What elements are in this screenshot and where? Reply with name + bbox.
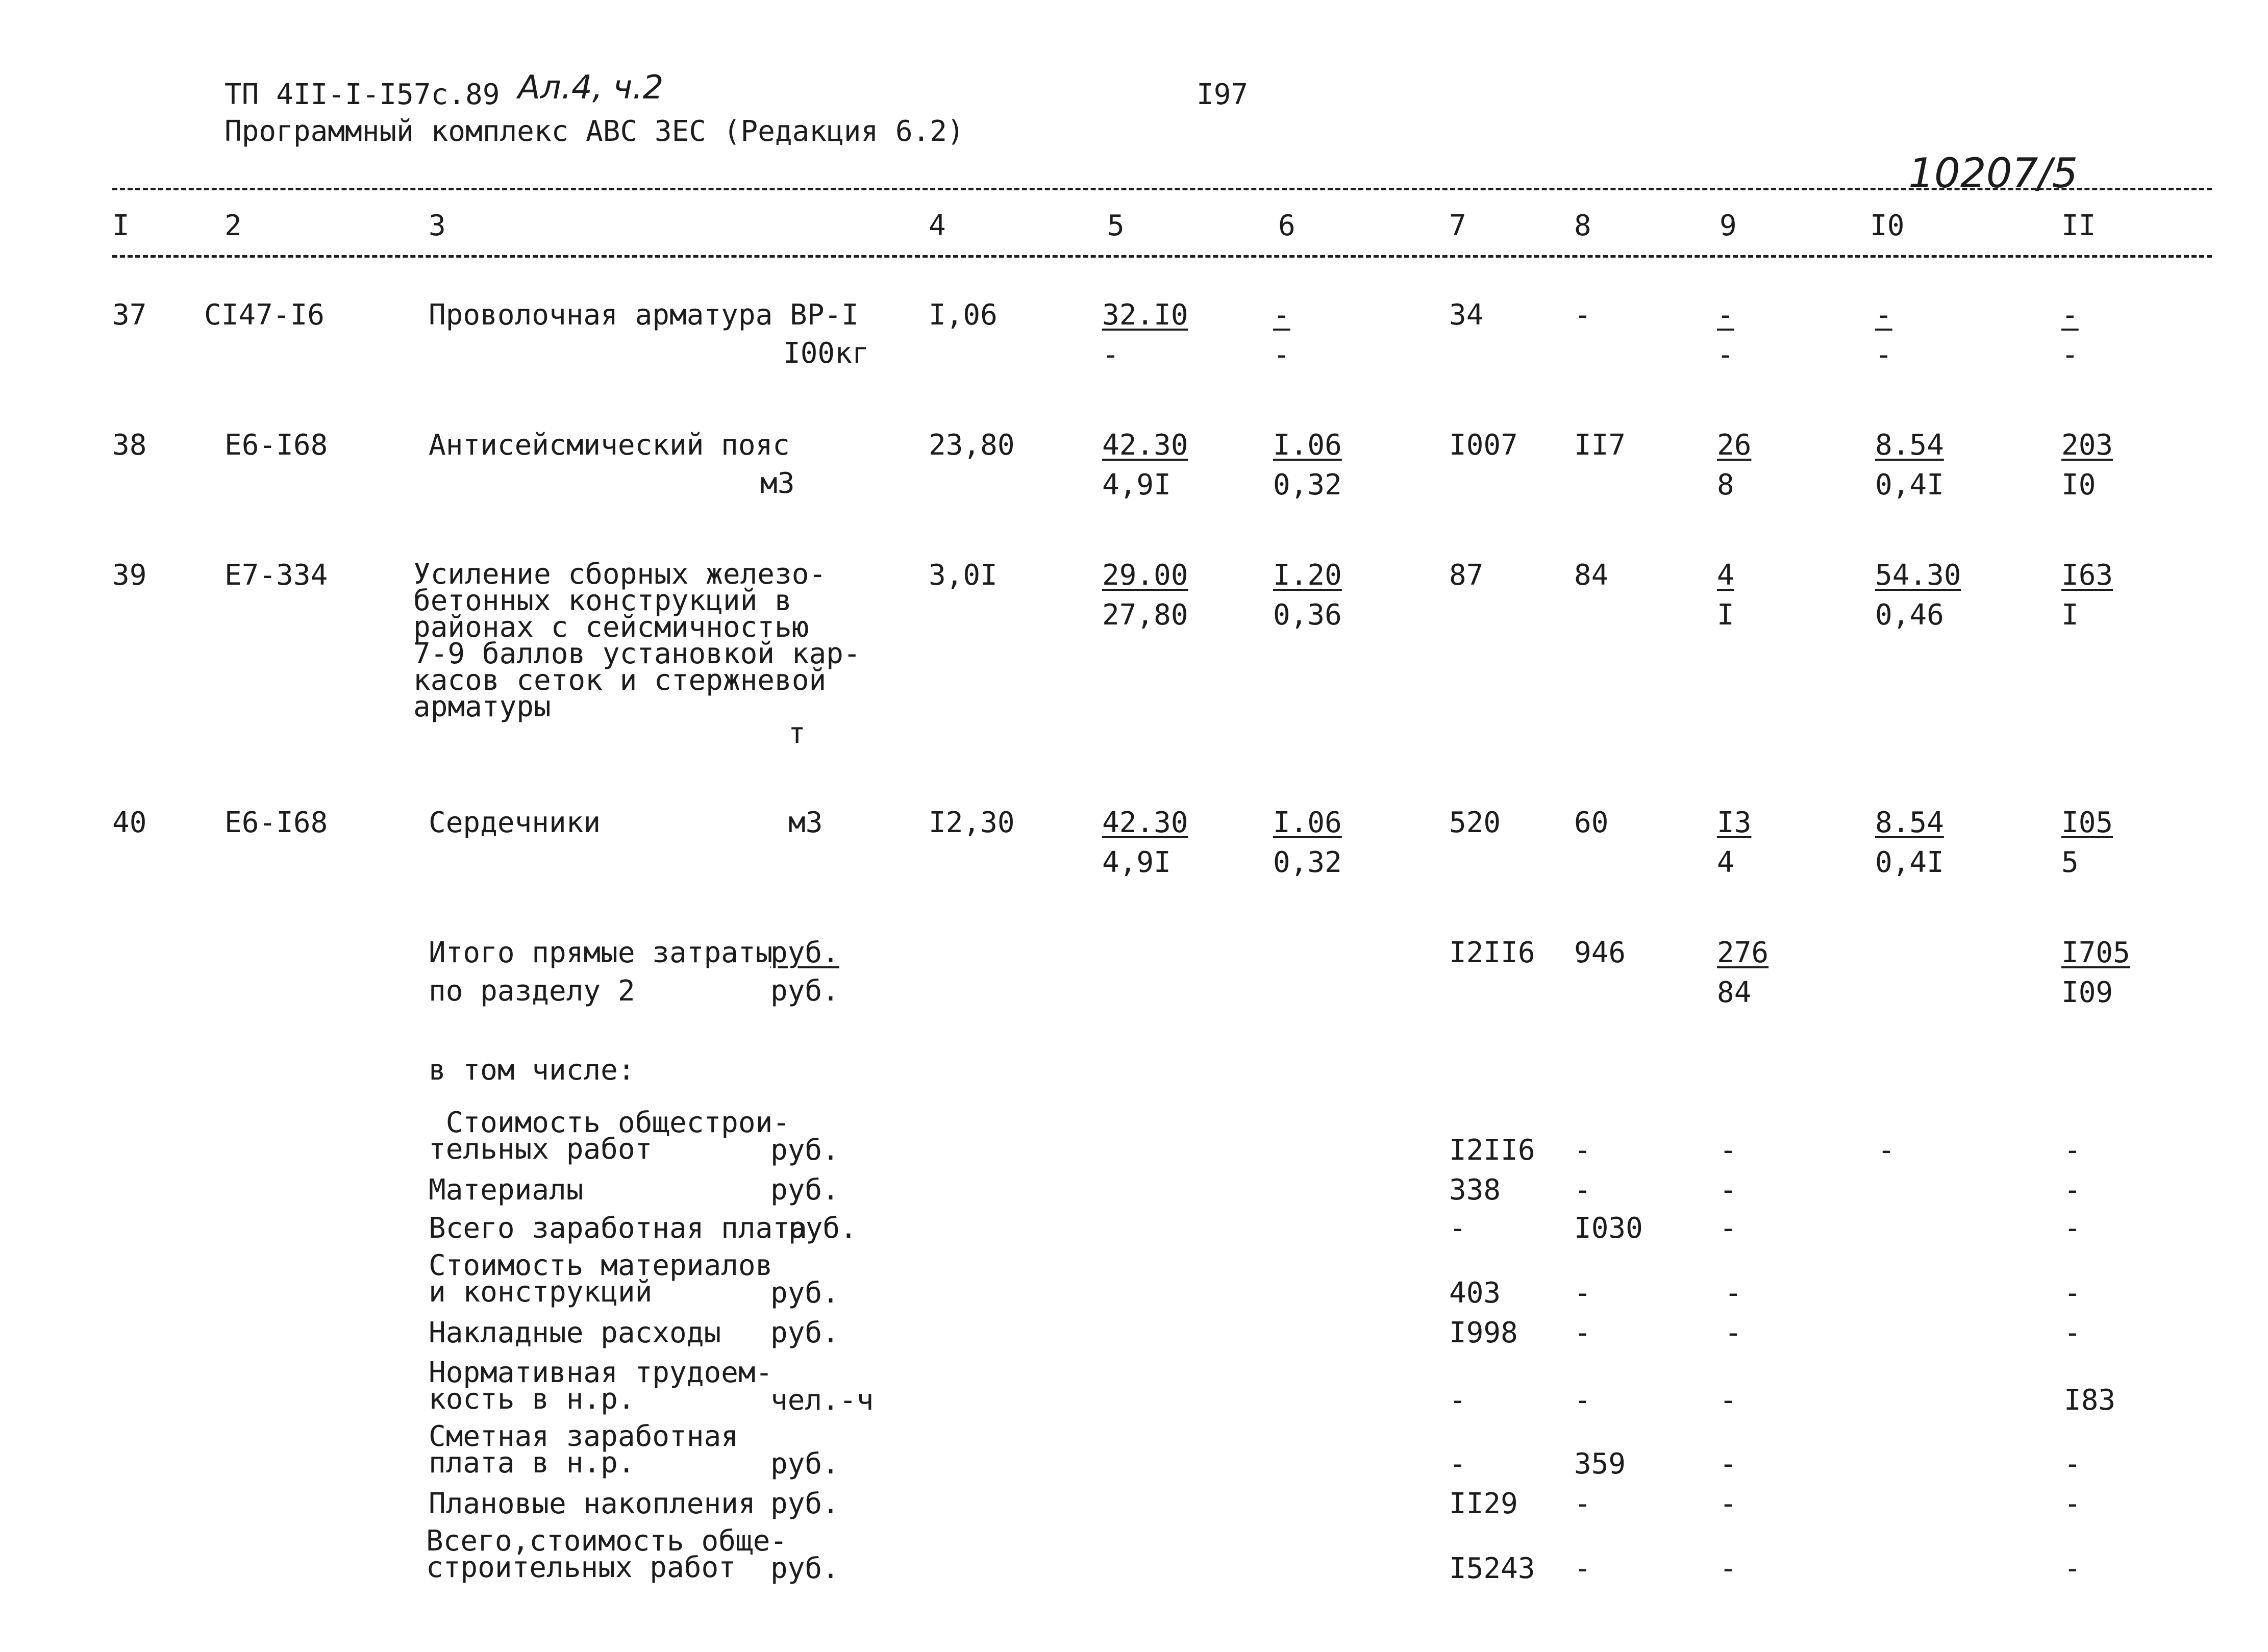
breakdown-col9: - — [1719, 1173, 1737, 1207]
col7-value: 34 — [1449, 298, 1484, 332]
quantity: 3,0I — [929, 559, 998, 592]
unit: м3 — [788, 806, 823, 839]
work-name: Антисейсмический пояс — [429, 429, 790, 462]
total-col9: $\frac{276}{84}$ — [1717, 936, 1769, 1009]
row-number: 39 — [112, 559, 147, 592]
breakdown-col8: - — [1574, 1276, 1591, 1310]
breakdown-unit: руб. — [770, 1552, 839, 1585]
breakdown-label: Плановые накопления — [429, 1487, 756, 1520]
breakdown-col7: 338 — [1449, 1173, 1501, 1207]
quantity: I,06 — [929, 298, 998, 332]
norm-code: Е7-334 — [225, 559, 328, 592]
col11-value: $\frac{203}{I0}$ — [2061, 429, 2113, 502]
col7-value: 520 — [1449, 806, 1501, 839]
column-header: 6 — [1278, 209, 1295, 242]
breakdown-unit: руб. — [770, 1447, 839, 1481]
breakdown-col11: - — [2064, 1316, 2081, 1349]
col6-value: $\frac{I.06}{0,32}$ — [1273, 429, 1342, 502]
total-unit: руб. — [770, 936, 839, 969]
breakdown-col9: - — [1719, 1447, 1737, 1481]
breakdown-label: Нормативная трудоем- кость в н.р. — [429, 1356, 773, 1416]
norm-code: СI47-I6 — [204, 298, 325, 332]
breakdown-label: Стоимость материалов и конструкций — [429, 1249, 773, 1309]
breakdown-col7: I5243 — [1449, 1552, 1535, 1585]
col8-value: - — [1574, 298, 1591, 332]
breakdown-col7: - — [1449, 1384, 1466, 1417]
breakdown-label: Стоимость общестрои- тельных работ — [429, 1106, 790, 1166]
breakdown-col11: - — [2064, 1552, 2081, 1585]
breakdown-col11: - — [2064, 1447, 2081, 1481]
column-header: 2 — [225, 209, 242, 242]
program-title: Программный комплекс АВС 3ЕС (Редакция 6.2) — [225, 115, 964, 148]
column-header: 9 — [1719, 209, 1737, 242]
breakdown-col11: I83 — [2064, 1384, 2116, 1417]
breakdown-unit: руб. — [770, 1134, 839, 1167]
col8-value: 84 — [1574, 559, 1609, 592]
col10-value: - - — [1875, 298, 1892, 371]
col9-value: - - — [1717, 298, 1734, 371]
breakdown-col8: - — [1574, 1384, 1591, 1417]
breakdown-col7: - — [1449, 1212, 1466, 1245]
breakdown-col8: I030 — [1574, 1212, 1643, 1245]
total-col8: 946 — [1574, 936, 1626, 969]
col7-value: I007 — [1449, 429, 1518, 462]
breakdown-col9: - — [1719, 1487, 1737, 1520]
handwritten-archive-number: 10207/5 — [1908, 149, 2078, 197]
table-top-rule — [112, 188, 2212, 190]
column-header: 5 — [1107, 209, 1125, 242]
document-code: ТП 4II-I-I57с.89 — [225, 78, 500, 111]
col11-value: $\frac{I63}{I}$ — [2061, 559, 2113, 632]
breakdown-col9: - — [1719, 1552, 1737, 1585]
breakdown-label: Всего заработная плата — [429, 1212, 807, 1245]
breakdown-col10: - — [1878, 1134, 1895, 1167]
total-label: Итого прямые затраты — [429, 936, 773, 969]
breakdown-unit: руб. — [770, 1487, 839, 1520]
breakdown-col8: - — [1574, 1316, 1591, 1349]
column-header: 3 — [429, 209, 446, 242]
total-label-2: по разделу 2 — [429, 974, 635, 1008]
breakdown-col11: - — [2064, 1487, 2081, 1520]
col6-value: $\frac{I.06}{0,32}$ — [1273, 806, 1342, 879]
breakdown-col11: - — [2064, 1276, 2081, 1310]
breakdown-col8: - — [1574, 1487, 1591, 1520]
breakdown-unit: руб. — [770, 1276, 839, 1310]
row-number: 37 — [112, 298, 147, 332]
breakdown-col7: - — [1449, 1447, 1466, 1481]
table-header-rule — [112, 255, 2212, 258]
work-name: Сердечники — [429, 806, 601, 839]
breakdown-col9: - — [1725, 1276, 1742, 1310]
col10-value: $\frac{8.54}{0,4I}$ — [1875, 806, 1944, 879]
total-col7: I2II6 — [1449, 936, 1535, 969]
breakdown-col9: - — [1719, 1134, 1737, 1167]
work-name: Проволочная арматура ВР-I — [429, 298, 859, 332]
column-header: I — [112, 209, 130, 242]
breakdown-unit: чел.-ч — [770, 1384, 874, 1417]
total-unit-2: руб. — [770, 974, 839, 1008]
col8-value: II7 — [1574, 429, 1626, 462]
unit: I00кг — [783, 337, 869, 370]
col5-value: $\frac{29.00}{27,80}$ — [1102, 559, 1188, 632]
breakdown-unit: руб. — [788, 1212, 857, 1245]
column-header: 4 — [929, 209, 946, 242]
col5-value: $\frac{42.30}{4,9I}$ — [1102, 806, 1188, 879]
breakdown-col7: 403 — [1449, 1276, 1501, 1310]
row-number: 40 — [112, 806, 147, 839]
column-header: I0 — [1870, 209, 1905, 242]
col7-value: 87 — [1449, 559, 1484, 592]
breakdown-col7: II29 — [1449, 1487, 1518, 1520]
norm-code: Е6-I68 — [225, 429, 328, 462]
breakdown-label: Сметная заработная плата в н.р. — [429, 1420, 738, 1480]
col5-value: $\frac{42.30}{4,9I}$ — [1102, 429, 1188, 502]
breakdown-col11: - — [2064, 1134, 2081, 1167]
col10-value: $\frac{8.54}{0,4I}$ — [1875, 429, 1944, 502]
quantity: 23,80 — [929, 429, 1015, 462]
unit: м3 — [760, 467, 795, 500]
column-header: 8 — [1574, 209, 1591, 242]
breakdown-col11: - — [2064, 1173, 2081, 1207]
breakdown-unit: руб. — [770, 1173, 839, 1207]
breakdown-col9: - — [1719, 1384, 1737, 1417]
quantity: I2,30 — [929, 806, 1015, 839]
row-number: 38 — [112, 429, 147, 462]
col8-value: 60 — [1574, 806, 1609, 839]
unit: т — [788, 717, 806, 750]
col9-value: $\frac{26}{8}$ — [1717, 429, 1752, 502]
breakdown-label: Накладные расходы — [429, 1316, 721, 1349]
col6-value: $\frac{I.20}{0,36}$ — [1273, 559, 1342, 632]
breakdown-col7: I2II6 — [1449, 1134, 1535, 1167]
col10-value: $\frac{54.30}{0,46}$ — [1875, 559, 1961, 632]
col11-value: - - — [2061, 298, 2079, 371]
work-name: Усиление сборных железо- бетонных конструкций в районах с сейсмичностью 7-9 баллов установкой кар- касов сеток и стержневой арматуры — [413, 558, 861, 723]
breakdown-col8: - — [1574, 1552, 1591, 1585]
col11-value: $\frac{I05}{5}$ — [2061, 806, 2113, 879]
norm-code: Е6-I68 — [225, 806, 328, 839]
breakdown-col8: 359 — [1574, 1447, 1626, 1481]
breakdown-col7: I998 — [1449, 1316, 1518, 1349]
breakdown-title: в том числе: — [429, 1054, 635, 1087]
breakdown-unit: руб. — [770, 1316, 839, 1349]
column-header: II — [2061, 209, 2096, 242]
breakdown-label: Материалы — [429, 1173, 584, 1207]
breakdown-col9: - — [1719, 1212, 1737, 1245]
breakdown-col11: - — [2064, 1212, 2081, 1245]
col6-value: - - — [1273, 298, 1290, 371]
breakdown-col9: - — [1725, 1316, 1742, 1349]
breakdown-col8: - — [1574, 1173, 1591, 1207]
column-header: 7 — [1449, 209, 1466, 242]
handwritten-reference: Ал.4, ч.2 — [518, 69, 664, 107]
col9-value: $\frac{4}{I}$ — [1717, 559, 1734, 632]
col5-value: 32.I0 - — [1102, 298, 1188, 371]
page-number: I97 — [1197, 78, 1249, 111]
total-col11: $\frac{I705}{I09}$ — [2061, 936, 2130, 1009]
breakdown-label: Всего,стоимость обще- строительных работ — [426, 1524, 788, 1584]
col9-value: $\frac{I3}{4}$ — [1717, 806, 1752, 879]
breakdown-col8: - — [1574, 1134, 1591, 1167]
